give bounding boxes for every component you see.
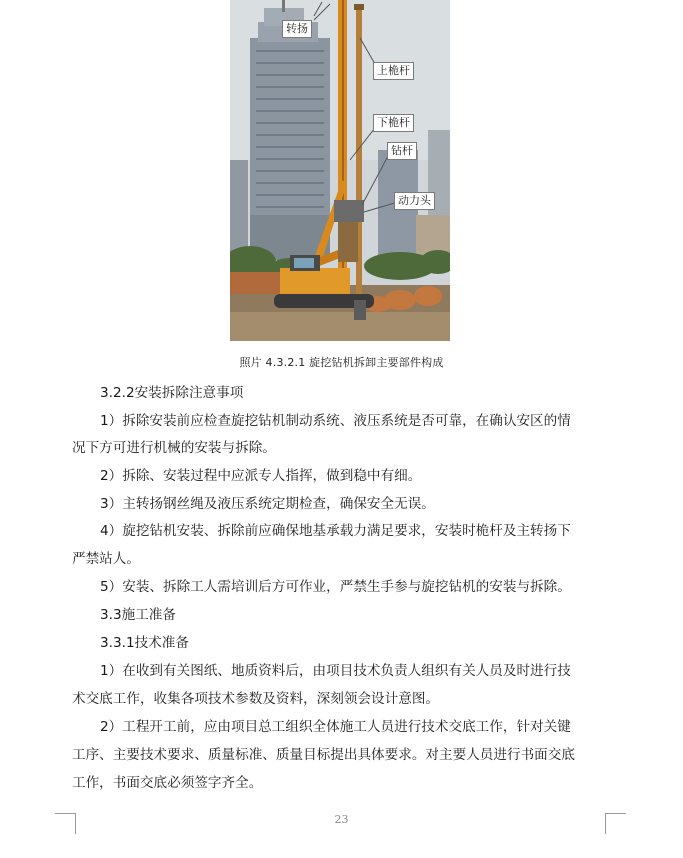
label-rotary-hoist: 转扬 <box>282 20 312 38</box>
label-upper-mast: 上桅杆 <box>373 62 414 80</box>
skyscraper-left <box>250 0 330 260</box>
section-heading-3-3: 3.3施工准备 <box>100 607 176 623</box>
paragraph-4-line-2: 严禁站人。 <box>72 551 140 567</box>
drill-rig-photo <box>230 0 450 341</box>
tech-paragraph-1-line-2: 术交底工作，收集各项技术参数及资料，深刻领会设计意图。 <box>72 691 440 707</box>
section-heading-3-2-2: 3.2.2安装拆除注意事项 <box>100 385 244 401</box>
page-number: 23 <box>334 813 349 826</box>
paragraph-3: 3）主转扬钢丝绳及液压系统定期检查，确保安全无误。 <box>100 496 435 512</box>
drill-rig-illustration <box>230 0 450 341</box>
tech-paragraph-1-line-1: 1）在收到有关图纸、地质资料后，由项目技术负责人组织有关人员及时进行技 <box>100 663 571 679</box>
paragraph-2: 2）拆除、安装过程中应派专人指挥，做到稳中有细。 <box>100 468 422 484</box>
paragraph-4-line-1: 4）旋挖钻机安装、拆除前应确保地基承载力满足要求，安装时桅杆及主转扬下 <box>100 523 571 539</box>
photo-caption: 照片 4.3.2.1 旋挖钻机拆卸主要部件构成 <box>239 356 444 369</box>
tech-paragraph-2-line-1: 2）工程开工前，应由项目总工组织全体施工人员进行技术交底工作，针对关键 <box>100 719 571 735</box>
section-heading-3-3-1: 3.3.1技术准备 <box>100 635 189 651</box>
paragraph-1-line-2: 况下方可进行机械的安装与拆除。 <box>72 440 276 456</box>
label-lower-mast: 下桅杆 <box>373 114 414 132</box>
paragraph-5: 5）安装、拆除工人需培训后方可作业，严禁生手参与旋挖钻机的安装与拆除。 <box>100 579 571 595</box>
label-drill-rod: 钻杆 <box>387 142 417 160</box>
paragraph-1-line-1: 1）拆除安装前应检查旋挖钻机制动系统、液压系统是否可靠，在确认安区的情 <box>100 413 571 429</box>
tech-paragraph-2-line-2: 工序、主要技术要求、质量标准、质量目标提出具体要求。对主要人员进行书面交底 <box>72 747 575 763</box>
tech-paragraph-2-line-3: 工作，书面交底必须签字齐全。 <box>72 775 263 791</box>
label-power-head: 动力头 <box>394 192 435 210</box>
